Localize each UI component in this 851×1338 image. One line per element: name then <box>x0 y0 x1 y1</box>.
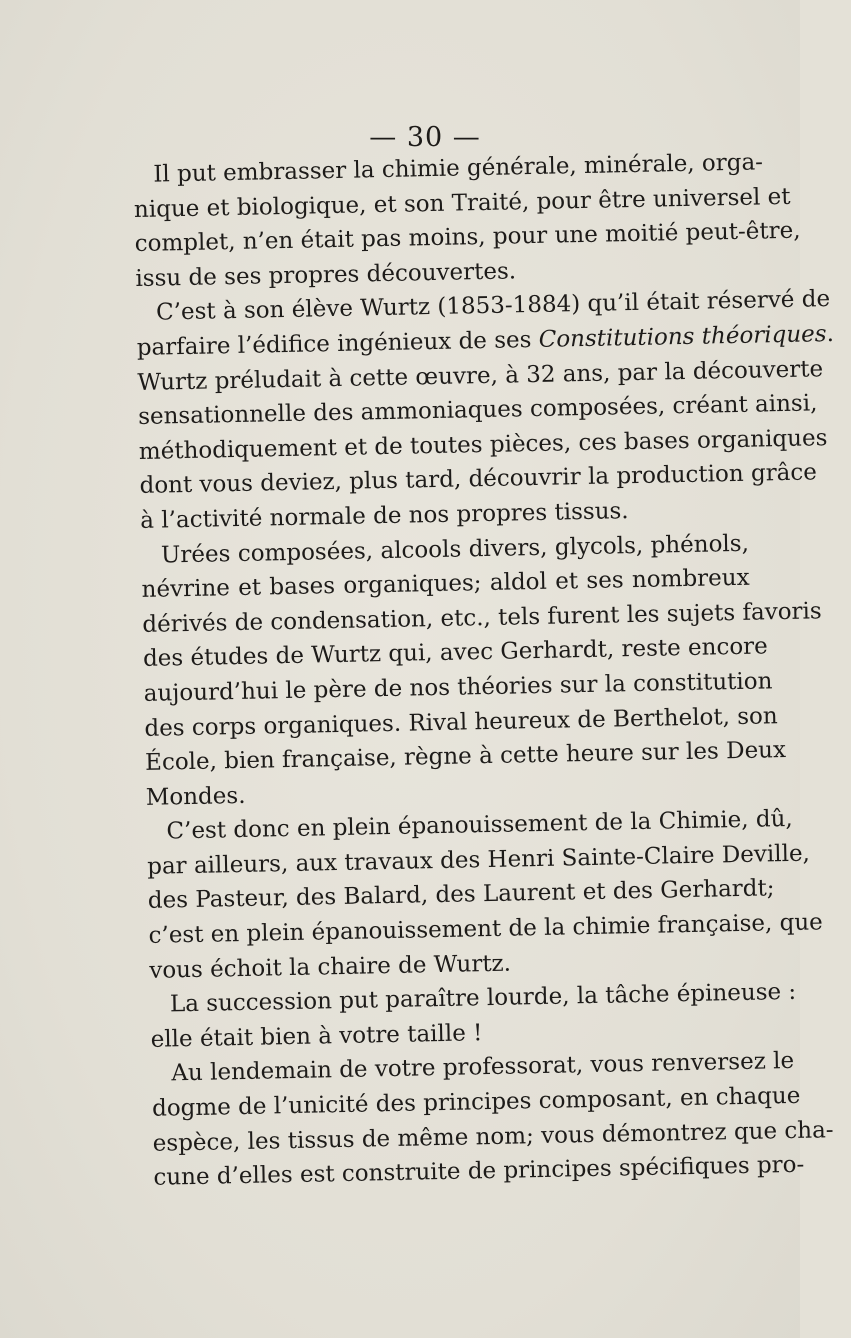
text-line: névrine et bases organiques; aldol et ses nombreux <box>141 564 750 604</box>
text-line: vous échoit la chaire de Wurtz. <box>149 950 512 984</box>
text-line: École, bien française, règne à cette heure sur les Deux <box>144 737 787 776</box>
text-line: Mondes. <box>145 782 246 811</box>
text-line: nique et biologique, et son Traité, pour être universel et <box>133 183 791 223</box>
text-line: C’est à son élève Wurtz (1853-1884) qu’il était réservé de <box>155 286 831 326</box>
text-line: Il put embrasser la chimie générale, minérale, orga- <box>153 149 764 188</box>
text-line: des Pasteur, des Balard, des Laurent et des Gerhardt; <box>147 875 775 915</box>
text-line: par ailleurs, aux travaux des Henri Sainte-Claire Deville, <box>146 840 811 880</box>
text-line: espèce, les tissus de même nom; vous démontrez que cha- <box>152 1116 834 1157</box>
text-line: La succession put paraître lourde, la tâche épineuse : <box>169 979 797 1018</box>
text-line: parfaire l’édifice ingénieux de ses Constitutions théoriques. <box>136 320 835 361</box>
page-number: — 30 — <box>369 122 481 153</box>
text-line: aujourd’hui le père de nos théories sur la constitution <box>143 668 773 707</box>
text-line: cune d’elles est construite de principes spécifiques pro- <box>153 1151 805 1192</box>
text-line: des études de Wurtz qui, avec Gerhardt, reste encore <box>142 633 769 673</box>
text-line: issu de ses propres découvertes. <box>135 258 517 292</box>
text-line: dogme de l’unicité des principes composant, en chaque <box>151 1082 801 1122</box>
text-line: C’est donc en plein épanouissement de la Chimie, dû, <box>166 806 793 845</box>
text-line: Urées composées, alcools divers, glycols, phénols, <box>160 530 750 569</box>
text-line: Au lendemain de votre professorat, vous renversez le <box>171 1048 795 1087</box>
text-line: complet, n’en était pas moins, pour une moitié peut-être, <box>134 217 801 258</box>
text-line: c’est en plein épanouissement de la chimie française, que <box>148 909 824 949</box>
text-line: des corps organiques. Rival heureux de Berthelot, son <box>144 702 778 742</box>
text-line: dérivés de condensation, etc., tels furent les sujets favoris <box>142 597 822 638</box>
text-line: à l’activité normale de nos propres tissus. <box>140 498 629 534</box>
body-text <box>133 146 835 1196</box>
text-line: Wurtz préludait à cette œuvre, à 32 ans, par la découverte <box>137 355 824 396</box>
text-line: méthodiquement et de toutes pièces, ces bases organiques <box>138 424 828 465</box>
text-line: sensationnelle des ammoniaques composées, créant ainsi, <box>137 390 818 431</box>
text-line: dont vous deviez, plus tard, découvrir la production grâce <box>139 459 818 500</box>
text-line: elle était bien à votre taille ! <box>150 1020 483 1053</box>
